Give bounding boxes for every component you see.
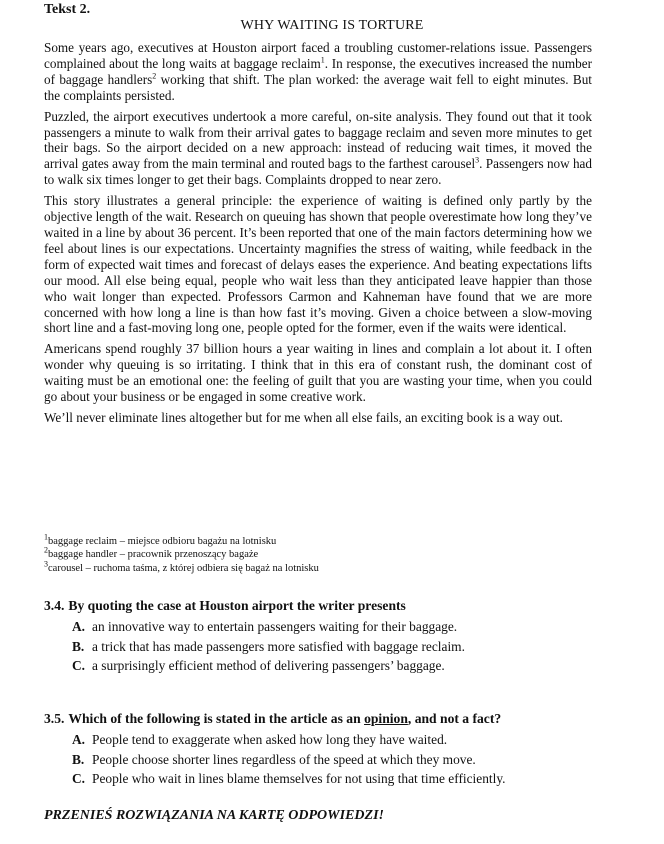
answer-option-c[interactable]	[72, 656, 604, 676]
paragraph-1	[44, 40, 592, 104]
option-letter: A.	[72, 732, 86, 747]
footnote-2	[44, 545, 604, 561]
option-text: People tend to exaggerate when asked how long they have waited.	[92, 732, 448, 747]
answer-option-b[interactable]	[72, 637, 604, 657]
option-letter: A.	[72, 619, 86, 634]
answer-option-a[interactable]	[72, 730, 604, 750]
footnote-text: carousel – ruchoma taśma, z której odbiera się bagaż na lotnisku	[48, 562, 319, 574]
option-text: a trick that has made passengers more satisfied with baggage reclaim.	[92, 638, 465, 654]
answer-option-a[interactable]	[72, 617, 604, 637]
question-emphasis: opinion	[364, 711, 408, 726]
question-3-4	[44, 597, 604, 676]
question-stem	[44, 597, 604, 615]
paragraph-2-part-a: Puzzled, the airport executives undertook a more careful, on-site analysis. They found out that it took passengers a minute to walk from their arrival gates to baggage reclaim and seven more minutes to get their bags. So the airport decided on a new approach: instead of reducing wait times, it moved the arrival gates away from the main terminal and routed bags to the farthest carousel	[44, 108, 592, 172]
question-stem	[44, 710, 604, 728]
footnote-marker-1: 1	[320, 55, 325, 65]
question-number: 3.4.	[44, 598, 65, 613]
footnote-marker-3: 3	[475, 155, 480, 165]
answer-option-c[interactable]	[72, 769, 604, 789]
paragraph-5: We’ll never eliminate lines altogether but for me when all else fails, an exciting book is a way out.	[44, 409, 563, 425]
footnote-marker-2: 2	[152, 71, 157, 81]
option-text: People who wait in lines blame themselves for not using that time efficiently.	[92, 771, 506, 786]
question-text: By quoting the case at Houston airport the writer presents	[68, 598, 406, 613]
footnote-text: baggage handler – pracownik przenoszący bagaże	[48, 549, 259, 561]
option-text: an innovative way to entertain passengers waiting for their baggage.	[92, 619, 458, 634]
answer-option-b[interactable]	[72, 750, 604, 770]
footnote-number: 2	[44, 545, 48, 555]
question-text-after: , and not a fact?	[407, 711, 502, 726]
footnote-1	[44, 532, 604, 548]
option-letter: C.	[72, 658, 86, 673]
footnote-3	[44, 559, 604, 575]
footnote-text: baggage reclaim – miejsce odbioru bagażu na lotnisku	[48, 536, 277, 547]
option-text: People choose shorter lines regardless of the speed at which they move.	[92, 751, 476, 767]
footnote-number: 3	[44, 559, 48, 569]
footnotes	[44, 532, 604, 575]
question-number: 3.5.	[44, 711, 65, 726]
answer-sheet-instruction: PRZENIEŚ ROZWIĄZANIA NA KARTĘ ODPOWIEDZI!	[44, 808, 384, 823]
option-letter: B.	[72, 638, 85, 654]
option-letter: B.	[72, 751, 85, 767]
paragraph-2-part-b: . Passengers now had to walk six times longer to get their bags. Complaints dropped to near zero.	[44, 156, 592, 188]
paragraph-4: Americans spend roughly 37 billion hours a year waiting in lines and complain a lot about it. I often wonder why queuing is so irritating. I think that in this era of constant rush, the dominant cost of waiting must be an emotional one: the feeling of guilt that you are wasting your time, when you could go about your business or be engaged in some creative work.	[44, 341, 592, 405]
paragraph-1-part-b: . In response, the executives increased the number of baggage handlers	[44, 55, 592, 87]
article-title: WHY WAITING IS TORTURE	[240, 18, 424, 33]
article-body	[44, 40, 592, 431]
section-label: Tekst 2.	[44, 2, 91, 17]
paragraph-1-part-a: Some years ago, executives at Houston airport faced a troubling customer-relations issue. Passengers complained about the long waits at baggage reclaim	[44, 40, 592, 71]
question-3-5	[44, 710, 604, 789]
option-letter: C.	[72, 771, 86, 786]
paragraph-2	[44, 109, 592, 189]
footnote-number: 1	[44, 532, 48, 542]
paragraph-1-part-c: working that shift. The plan worked: the average wait fell to eight minutes. But the complaints persisted.	[44, 71, 592, 103]
question-text-before: Which of the following is stated in the article as an	[68, 711, 365, 726]
option-text: a surprisingly efficient method of delivering passengers’ baggage.	[92, 658, 445, 673]
paragraph-3: This story illustrates a general principle: the experience of waiting is defined only partly by the objective length of the wait. Research on queuing has shown that people overestimate how long they’ve waited in a line by about 36 percent. It’s been reported that one of the main factors determining how we feel about lines is our expectations. Uncertainty magnifies the stress of waiting, while feedback in the form of expected wait times and forecast of delays eases the experience. And beating expectations lifts our mood. All else being equal, people who wait less than they anticipated leave happier than those who wait longer than expected. Professors Carmon and Kahneman have found that we are more concerned with how long a line is than how fast it’s moving. Given a choice between a slow-moving short line and a fast-moving long one, people opted for the former, even if the waits were identical.	[44, 193, 592, 336]
